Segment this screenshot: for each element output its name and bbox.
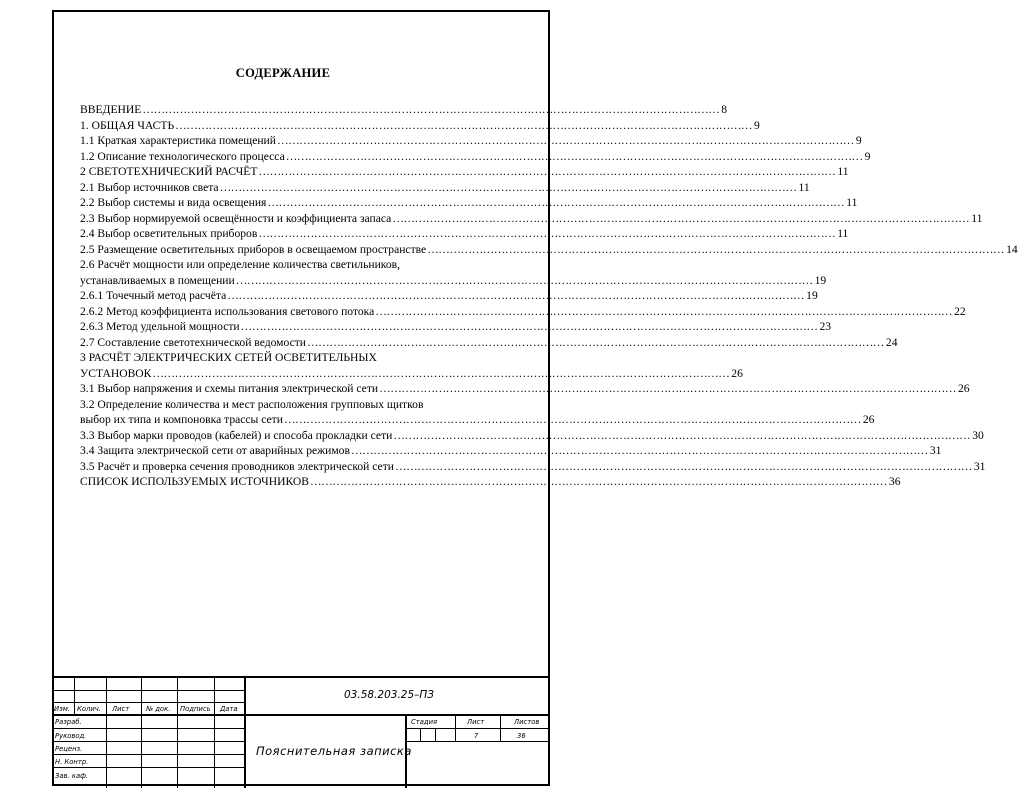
toc-leader-dots: ………………………………………………………………………………………………………………………………………… xyxy=(375,304,953,318)
row-recenz: Реценз. xyxy=(55,745,83,753)
toc-entry-title: 1. ОБЩАЯ ЧАСТЬ xyxy=(80,118,175,132)
toc-page-number: 22 xyxy=(954,304,966,318)
toc-entry xyxy=(80,288,818,304)
col-list: Лист xyxy=(112,705,130,713)
toc-leader-dots: ………………………………………………………………………………………………………………………………………… xyxy=(285,149,863,163)
toc-entry-title: 3.5 Расчёт и проверка сечения проводников электрической сети xyxy=(80,459,394,473)
toc-entry xyxy=(80,102,728,118)
col-podpis: Подпись xyxy=(180,705,211,713)
toc-entry xyxy=(80,164,849,180)
toc-page-number: 31 xyxy=(973,459,986,473)
toc-page-number: 11 xyxy=(837,165,849,178)
row-nkontr: Н. Контр. xyxy=(55,758,89,766)
toc-leader-dots: ………………………………………………………………………………………………………………………………………… xyxy=(393,428,971,442)
toc-page-number: 9 xyxy=(864,149,871,163)
toc-entry-title: СПИСОК ИСПОЛЬЗУЕМЫХ ИСТОЧНИКОВ xyxy=(80,475,310,488)
toc-page-number: 11 xyxy=(971,211,983,225)
toc-page-number: 36 xyxy=(888,475,901,488)
toc-entry xyxy=(80,335,898,351)
toc-entry-title: 2.6.3 Метод удельной мощности xyxy=(80,320,240,333)
col-ndok: № док. xyxy=(146,705,171,713)
toc-entry xyxy=(80,474,901,490)
toc-entry-title: 3.3 Выбор марки проводов (кабелей) и способа прокладки сети xyxy=(80,428,393,442)
toc-leader-dots: ………………………………………………………………………………………………………………………………………… xyxy=(427,242,1005,256)
toc-leader-dots: ………………………………………………………………………………………………………………………………………… xyxy=(267,196,845,209)
toc-page-number: 26 xyxy=(862,413,875,426)
toc-page-number: 11 xyxy=(837,227,849,240)
toc-leader-dots: ………………………………………………………………………………………………………………………………………… xyxy=(283,413,861,426)
toc-entry-title-cont: устанавливаемых в помещении xyxy=(80,273,235,287)
toc-entry-title: 2.5 Размещение осветительных приборов в освещаемом пространстве xyxy=(80,242,427,256)
toc-entry xyxy=(80,319,832,335)
toc-leader-dots: ………………………………………………………………………………………………………………………………………… xyxy=(175,118,753,132)
toc-entry xyxy=(80,397,875,428)
toc-leader-dots: ………………………………………………………………………………………………………………………………………… xyxy=(227,289,805,302)
col-data: Дата xyxy=(220,705,238,713)
toc-entry xyxy=(80,226,849,242)
toc-leader-dots: ………………………………………………………………………………………………………………………………………… xyxy=(258,165,836,178)
sheet-number: 7 xyxy=(474,732,479,740)
toc-entry-title: 2.2 Выбор системы и вида освещения xyxy=(80,196,267,209)
toc-page-number: 24 xyxy=(885,335,898,349)
toc-entry-title: ВВЕДЕНИЕ xyxy=(80,103,142,116)
sheets-label: Листов xyxy=(514,718,540,726)
toc-entry xyxy=(80,118,760,134)
toc-entry-title: 2.3 Выбор нормируемой освещённости и коэффициента запаса xyxy=(80,211,392,225)
row-razrab: Разраб. xyxy=(55,718,82,726)
toc-page-number: 11 xyxy=(798,180,810,194)
toc-entry xyxy=(80,257,827,288)
toc-page-number: 9 xyxy=(754,118,760,132)
toc-entry xyxy=(80,459,986,475)
toc-entry xyxy=(80,195,858,211)
document-title: Пояснительная записка xyxy=(256,744,412,758)
toc-entry xyxy=(80,304,966,320)
toc-leader-dots: ………………………………………………………………………………………………………………………………………… xyxy=(152,366,730,380)
toc-entry xyxy=(80,133,862,149)
toc-entry xyxy=(80,211,983,227)
toc-leader-dots: ………………………………………………………………………………………………………………………………………… xyxy=(258,227,836,240)
toc-leader-dots: ………………………………………………………………………………………………………………………………………… xyxy=(276,134,854,147)
toc-entry xyxy=(80,149,871,165)
toc-page-number: 11 xyxy=(846,196,858,209)
toc-entry xyxy=(80,381,970,397)
toc-entry-title: 2.4 Выбор осветительных приборов xyxy=(80,227,258,240)
row-rukovod: Руковод. xyxy=(55,732,87,740)
toc-entry-title: 2.6.1 Точечный метод расчёта xyxy=(80,289,227,302)
toc-leader-dots: ………………………………………………………………………………………………………………………………………… xyxy=(350,444,928,457)
toc-page-number: 23 xyxy=(819,320,832,333)
toc-entry-title-cont: выбор их типа и компоновка трассы сети xyxy=(80,413,283,426)
toc-entry-title: 3.2 Определение количества и мест расположения групповых щитков xyxy=(80,397,424,411)
toc-entry xyxy=(80,428,984,444)
toc-entry-title: 1.2 Описание технологического процесса xyxy=(80,149,285,163)
toc-page-number: 30 xyxy=(972,428,984,442)
toc-entry-title: 2.6 Расчёт мощности или определение количества светильников, xyxy=(80,258,401,271)
toc-leader-dots: ………………………………………………………………………………………………………………………………………… xyxy=(235,273,813,287)
toc-entry xyxy=(80,242,1018,258)
table-of-contents xyxy=(80,102,1018,490)
sheets-total: 36 xyxy=(517,732,526,740)
toc-entry xyxy=(80,443,942,459)
toc-entry-title-cont: УСТАНОВОК xyxy=(80,366,152,380)
stage-label: Стадия xyxy=(411,718,438,726)
toc-page-number: 31 xyxy=(929,444,942,457)
toc-page-number: 19 xyxy=(806,289,818,302)
toc-entry-title: 3 РАСЧЁТ ЭЛЕКТРИЧЕСКИХ СЕТЕЙ ОСВЕТИТЕЛЬНЫХ xyxy=(80,351,377,364)
toc-leader-dots: ………………………………………………………………………………………………………………………………………… xyxy=(394,459,972,473)
toc-page-number: 26 xyxy=(957,382,970,395)
toc-entry xyxy=(80,180,810,196)
toc-page-number: 19 xyxy=(814,273,827,287)
toc-page-number: 14 xyxy=(1006,242,1018,256)
toc-leader-dots: ………………………………………………………………………………………………………………………………………… xyxy=(379,382,956,395)
toc-leader-dots: ………………………………………………………………………………………………………………………………………… xyxy=(240,320,818,333)
toc-entry-title: 2.1 Выбор источников света xyxy=(80,180,219,194)
page-title: СОДЕРЖАНИЕ xyxy=(235,66,331,80)
title-block xyxy=(52,676,550,786)
toc-leader-dots: ………………………………………………………………………………………………………………………………………… xyxy=(219,180,797,194)
toc-leader-dots: ………………………………………………………………………………………………………………………………………… xyxy=(142,103,720,116)
toc-entry-title: 2 СВЕТОТЕХНИЧЕСКИЙ РАСЧЁТ xyxy=(80,165,258,178)
toc-entry xyxy=(80,350,743,381)
toc-page-number: 26 xyxy=(731,366,743,380)
toc-leader-dots: ………………………………………………………………………………………………………………………………………… xyxy=(392,211,970,225)
col-izm: Изм. xyxy=(54,705,70,713)
row-zavkaf: Зав. каф. xyxy=(55,772,89,780)
sheet-label: Лист xyxy=(467,718,485,726)
toc-leader-dots: ………………………………………………………………………………………………………………………………………… xyxy=(307,335,884,349)
toc-page-number: 9 xyxy=(855,134,862,147)
toc-entry-title: 1.1 Краткая характеристика помещений xyxy=(80,134,276,147)
toc-entry-title: 2.6.2 Метод коэффициента использования светового потока xyxy=(80,304,375,318)
toc-entry-title: 3.4 Защита электрической сети от аварийных режимов xyxy=(80,444,350,457)
toc-entry-title: 3.1 Выбор напряжения и схемы питания электрической сети xyxy=(80,382,379,395)
toc-page-number: 8 xyxy=(721,103,728,116)
toc-leader-dots: ………………………………………………………………………………………………………………………………………… xyxy=(310,475,887,488)
col-kolich: Колич. xyxy=(77,705,101,713)
document-code: 03.58.203.25–ПЗ xyxy=(344,689,435,701)
toc-entry-title: 2.7 Составление светотехнической ведомости xyxy=(80,335,307,349)
